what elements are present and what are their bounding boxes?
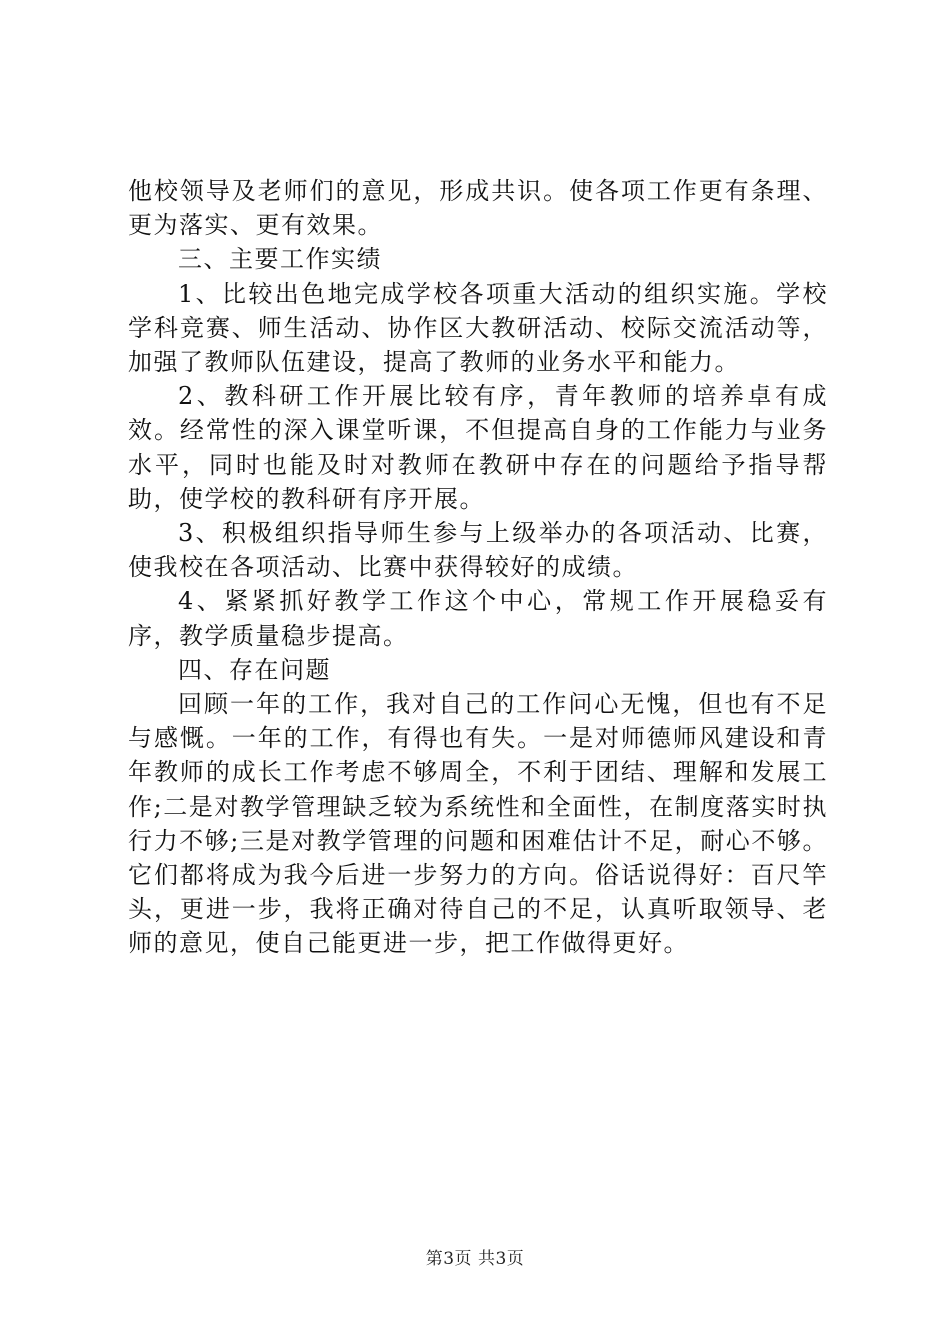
paragraph-item-3: 3、积极组织指导师生参与上级举办的各项活动、比赛，使我校在各项活动、比赛中获得较好的成绩。 [128, 519, 828, 582]
section-heading-achievements: 三、主要工作实绩 [178, 245, 382, 274]
paragraph-item-2: 2、教科研工作开展比较有序，青年教师的培养卓有成效。经常性的深入课堂听课，不但提高自身的工作能力与业务水平，同时也能及时对教师在教研中存在的问题给予指导帮助，使学校的教科研有序开展。 [128, 382, 828, 513]
paragraph-continuation: 他校领导及老师们的意见，形成共识。使各项工作更有条理、更为落实、更有效果。 [128, 177, 828, 240]
page-number-footer: 第3页 共3页 [425, 1249, 525, 1269]
paragraph-reflection: 回顾一年的工作，我对自己的工作问心无愧，但也有不足与感慨。一年的工作，有得也有失。一是对师德师风建设和青年教师的成长工作考虑不够周全，不利于团结、理解和发展工作;二是对教学管理缺乏较为系统性和全面性，在制度落实时执行力不够;三是对教学管理的问题和困难估计不足，耐心不够。它们都将成为我今后进一步努力的方向。俗话说得好：百尺竿头，更进一步，我将正确对待自己的不足，认真听取领导、老师的意见，使自己能更进一步，把工作做得更好。 [128, 690, 828, 958]
document-body [128, 174, 828, 961]
paragraph-item-1: 1、比较出色地完成学校各项重大活动的组织实施。学校学科竞赛、师生活动、协作区大教研活动、校际交流活动等，加强了教师队伍建设，提高了教师的业务水平和能力。 [128, 279, 828, 377]
paragraph-item-4: 4、紧紧抓好教学工作这个中心，常规工作开展稳妥有序，教学质量稳步提高。 [128, 587, 828, 650]
section-heading-problems: 四、存在问题 [178, 655, 331, 684]
